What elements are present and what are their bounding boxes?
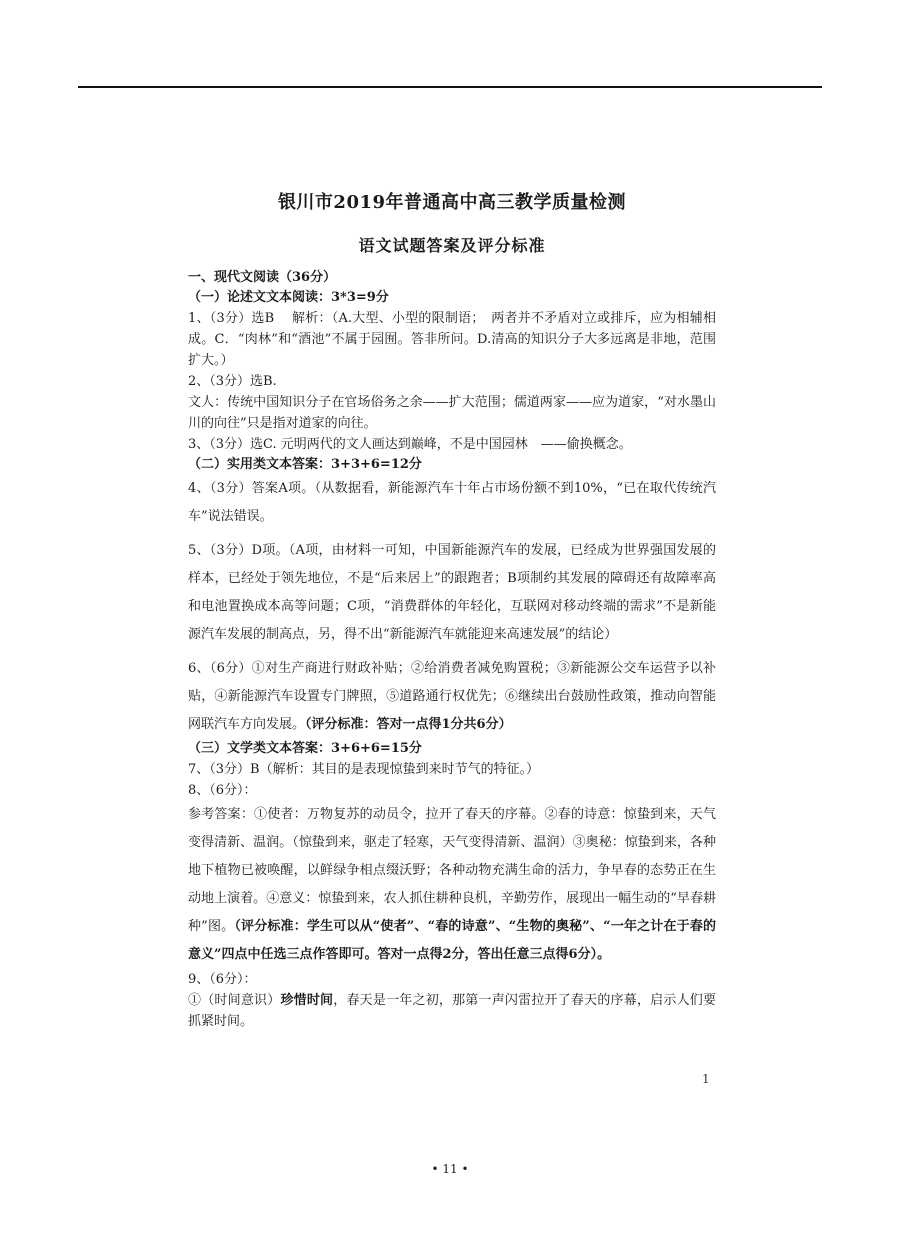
doc-subtitle: 语文试题答案及评分标准 bbox=[358, 236, 546, 255]
q8-standard: （评分标准：学生可以从“使者”、“春的诗意”、“生物的奥秘”、“一年之计在于春的意义”四点中任选三点作答即可。答对一点得2分，答出任意三点得6分）。 bbox=[188, 919, 716, 962]
q9-answer bbox=[188, 990, 716, 1032]
part1-heading: 一、现代文阅读（36分） bbox=[188, 270, 337, 285]
q9-keyword: 珍惜时间 bbox=[280, 993, 334, 1008]
q8-heading: 8、（6分）： bbox=[188, 783, 257, 798]
q9-text: ，春天是一年之初，那第一声闪雷拉开了春天的序幕，启示人们要抓紧时间。 bbox=[188, 993, 716, 1029]
page-number: 1 bbox=[702, 1072, 710, 1086]
q5-answer: 5、（3分）D项。（A项，由材料一可知，中国新能源汽车的发展，已经成为世界强国发展的样本，已经处于领先地位，不是“后来居上”的跟跑者；B项制约其发展的障碍还有故障率高和电池置换成本高等问题；C项，“消费群体的年轻化，互联网对移动终端的需求”不是新能源汽车发展的制高点，另，得不出“新能源汽车就能迎来高速发展”的结论） bbox=[188, 543, 716, 642]
q6-standard: （评分标准：答对一点得1分共6分） bbox=[305, 717, 512, 732]
q8-text: 参考答案：①使者：万物复苏的动员令，拉开了春天的序幕。②春的诗意：惊蛰到来，天气变得清新、温润。（惊蛰到来，驱走了轻寒，天气变得清新、温润）③奥秘：惊蛰到来，各种地下植物已被唤醒，以鲜绿争相点缀沃野；各种动物充满生命的活力，争早春的态势正在生动地上演着。④意义：惊蛰到来，农人抓住耕种良机，辛勤劳作，展现出一幅生动的“早春耕种”图。 bbox=[188, 807, 716, 934]
page-footer: • 11 • bbox=[431, 1162, 469, 1176]
answer-page bbox=[188, 190, 716, 1032]
q6-answer bbox=[188, 655, 716, 739]
q8-answer bbox=[188, 801, 716, 969]
section1-heading: （一）论述文文本阅读：3*3=9分 bbox=[188, 290, 389, 305]
q4-answer: 4、（3分）答案A项。（从数据看，新能源汽车十年占市场份额不到10%，“已在取代传统汽车”说法错误。 bbox=[188, 481, 716, 524]
q1-answer: 1、（3分）选B 解析：（A.大型、小型的限制语； 两者并不矛盾对立或排斥，应为相辅相成。C．“肉林”和“酒池”不属于园囿。答非所问。D.清高的知识分子大多远离是非地，范围扩大。） bbox=[188, 311, 716, 368]
section2-heading: （二）实用类文本答案：3+3+6=12分 bbox=[188, 457, 422, 472]
q2-explanation: 文人：传统中国知识分子在官场俗务之余——扩大范围；儒道两家——应为道家，“对水墨山川的向往”只是指对道家的向往。 bbox=[188, 395, 716, 431]
section3-heading: （三）文学类文本答案：3+6+6=15分 bbox=[188, 741, 422, 756]
top-rule bbox=[78, 86, 822, 88]
q2-answer: 2、（3分）选B. bbox=[188, 374, 277, 389]
q3-answer: 3、（3分）选C. 元明两代的文人画达到巅峰，不是中国园林 ——偷换概念。 bbox=[188, 437, 632, 452]
q9-heading: 9、（6分）： bbox=[188, 972, 257, 987]
q7-answer: 7、（3分）B（解析：其目的是表现惊蛰到来时节气的特征。） bbox=[188, 762, 540, 777]
doc-title: 银川市2019年普通高中高三教学质量检测 bbox=[277, 192, 627, 213]
q9-label: ①（时间意识） bbox=[188, 993, 281, 1008]
q6-text: 6、（6分）①对生产商进行财政补贴；②给消费者减免购置税；③新能源公交车运营予以补贴，④新能源汽车设置专门牌照，⑤道路通行权优先；⑥继续出台鼓励性政策，推动向智能网联汽车方向发展。 bbox=[188, 661, 716, 732]
